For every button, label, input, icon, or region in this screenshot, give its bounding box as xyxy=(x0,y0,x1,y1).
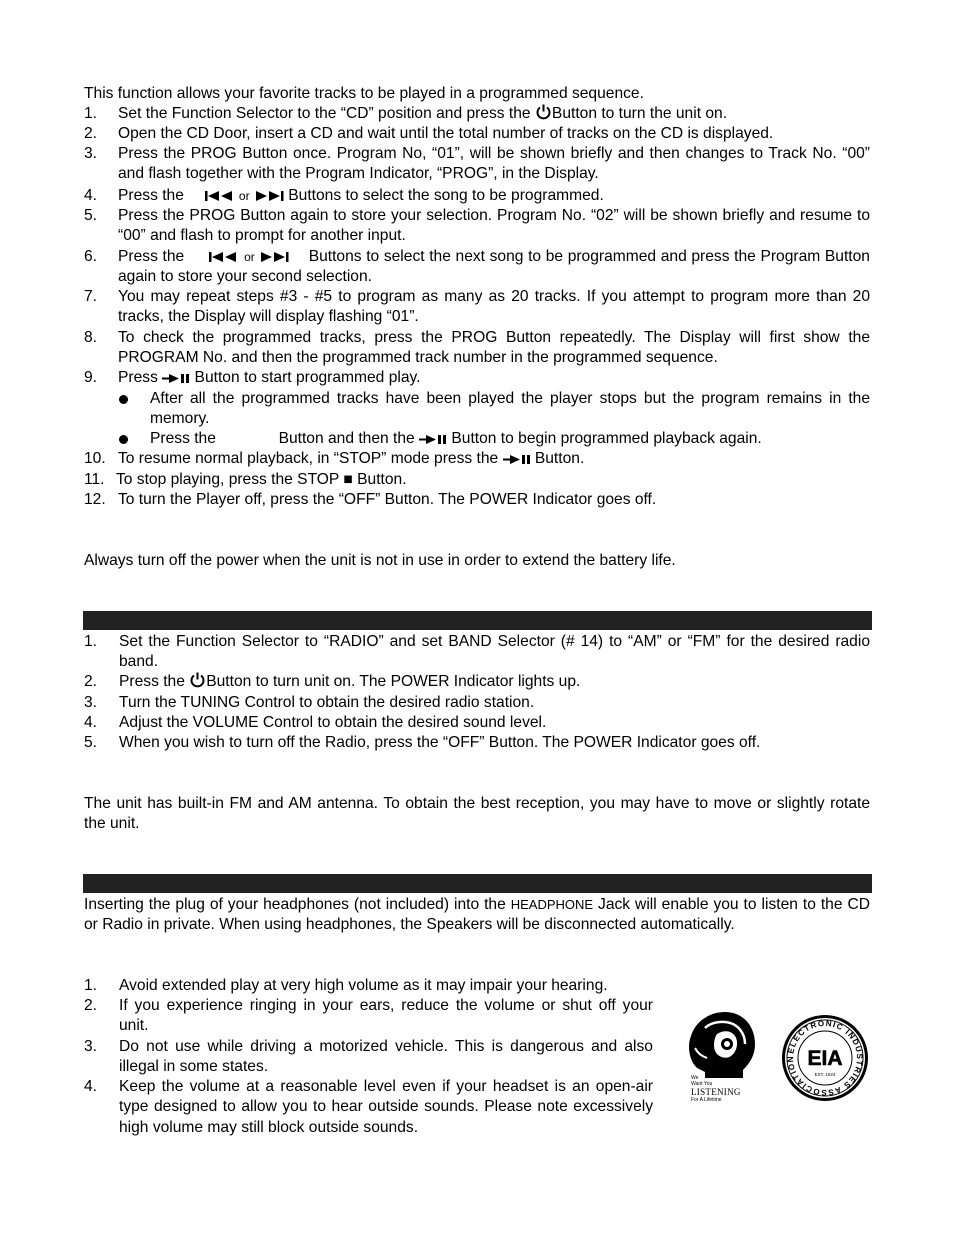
step-text: Press the xyxy=(119,673,190,690)
step-text: When you wish to turn off the Radio, press the “OFF” Button. The POWER Indicator goes off. xyxy=(119,734,761,751)
step-text: You may repeat steps #3 - #5 to program as many as 20 tracks. If you attempt to program more than 20 tracks, the Display will display flashing “01”. xyxy=(118,288,870,326)
bullet-text-end: Button to begin programmed playback again. xyxy=(451,430,762,447)
headphone-text: Inserting the plug of your headphones (not included) into the xyxy=(84,896,511,913)
bullet-text: Press the xyxy=(150,430,216,447)
step-text: Keep the volume at a reasonable level even if your headset is an open-air type designed to allow you to hear outside sounds. Please note excessively high volume may still block outside sounds. xyxy=(119,1078,653,1136)
step-text: Adjust the VOLUME Control to obtain the desired sound level. xyxy=(119,714,547,731)
skip-back-icon xyxy=(209,251,239,263)
antenna-note: The unit has built-in FM and AM antenna. To obtain the best reception, you may have to move or slightly rotate the unit. xyxy=(84,795,870,833)
listening-logo xyxy=(683,1008,761,1106)
step-text-end: Button to turn unit on. The POWER Indicator lights up. xyxy=(206,673,581,690)
step-text: Press the xyxy=(118,248,189,265)
step-text: Press the PROG Button once. Program No, “01”, will be shown briefly and then changes to Track No. “00” and flash together with the Program Indicator, “PROG”, in the Display. xyxy=(118,145,870,183)
skip-forward-icon xyxy=(259,251,289,263)
bullet-text-mid: Button and then the xyxy=(278,430,415,447)
logo-text-line: Want You xyxy=(691,1081,713,1087)
eia-seal-logo xyxy=(781,1014,869,1102)
power-icon xyxy=(189,672,206,688)
step-number: 4. xyxy=(84,1078,98,1095)
section-header-bar xyxy=(83,874,872,893)
step-text: Press the xyxy=(118,187,189,204)
bullet-dot xyxy=(119,435,128,444)
logo-text-line: For A Lifetime xyxy=(691,1097,722,1103)
eia-ring-text: ELECTRONIC INDUSTRIES ASSOCIATION xyxy=(785,1018,865,1098)
step-number: 3. xyxy=(84,694,98,711)
step-text: Press xyxy=(118,369,163,386)
step-text: Do not use while driving a motorized vehicle. This is dangerous and also illegal in some states. xyxy=(119,1038,653,1076)
step-number: 2. xyxy=(84,997,98,1014)
step-text-end: Button. xyxy=(534,450,585,467)
step-text: Avoid extended play at very high volume as it may impair your hearing. xyxy=(119,977,608,994)
step-text: Press the PROG Button again to store your selection. Program No. “02” will be shown briefly and resume to “00” and flash to prompt for another input. xyxy=(118,207,870,245)
program-intro: This function allows your favorite tracks to be played in a programmed sequence. xyxy=(84,85,644,102)
play-pause-icon xyxy=(162,373,190,384)
step-number: 11. xyxy=(84,471,105,488)
power-icon xyxy=(535,104,552,120)
step-text: Open the CD Door, insert a CD and wait until the total number of tracks on the CD is displayed. xyxy=(118,125,774,142)
step-text-end: Button to start programmed play. xyxy=(194,369,421,386)
headphone-jack-word: HEADPHONE xyxy=(510,897,594,912)
step-text: Turn the TUNING Control to obtain the desired radio station. xyxy=(119,694,535,711)
step-text: To resume normal playback, in “STOP” mode press the xyxy=(118,450,503,467)
bullet-dot xyxy=(119,395,128,404)
eia-center-text: EIA xyxy=(807,1047,843,1070)
step-text-end: Buttons to select the next song to be programmed and press the Program Button again to store your second selection. xyxy=(118,248,870,286)
logo-text-line: We xyxy=(691,1075,699,1081)
play-pause-icon xyxy=(503,454,531,465)
play-pause-icon xyxy=(419,434,447,445)
step-number: 1. xyxy=(84,977,98,994)
step-number: 10. xyxy=(84,450,106,467)
skip-back-icon xyxy=(205,190,235,202)
step-number: 3. xyxy=(84,145,98,162)
step-text: Set the Function Selector to the “CD” position and press the xyxy=(118,105,535,122)
eia-seal-icon xyxy=(781,1014,869,1102)
headphone-text-end: Jack will enable you to listen to the CD or Radio in private. When using headphones, the Speakers will be disconnected automatically. xyxy=(84,896,871,934)
step-number: 2. xyxy=(84,125,98,142)
step-number: 6. xyxy=(84,248,98,265)
or-label: or xyxy=(238,189,250,203)
step-text: To turn the Player off, press the “OFF” Button. The POWER Indicator goes off. xyxy=(118,491,657,508)
step-number: 3. xyxy=(84,1038,98,1055)
headphone-paragraph xyxy=(84,895,870,936)
battery-note: Always turn off the power when the unit is not in use in order to extend the battery life. xyxy=(84,552,676,569)
step-number: 12. xyxy=(84,491,106,508)
step-number: 4. xyxy=(84,187,98,204)
or-label: or xyxy=(244,250,255,264)
step-text: If you experience ringing in your ears, reduce the volume or shut off your unit. xyxy=(119,997,653,1035)
logo-text-line: LISTENING xyxy=(691,1087,741,1097)
skip-forward-icon xyxy=(254,190,284,202)
step-number: 5. xyxy=(84,734,98,751)
step-number: 1. xyxy=(84,633,98,650)
step-text: To stop playing, press the STOP ■ Button. xyxy=(116,471,407,488)
step-text: Set the Function Selector to “RADIO” and set BAND Selector (# 14) to “AM” or “FM” for the desired radio band. xyxy=(119,633,870,671)
step-number: 7. xyxy=(84,288,98,305)
step-number: 9. xyxy=(84,369,98,386)
eia-est-text: EST. 1924 xyxy=(814,1072,836,1077)
step-number: 1. xyxy=(84,105,98,122)
step-text-end: Button to turn the unit on. xyxy=(551,105,728,122)
step-number: 8. xyxy=(84,329,98,346)
step-number: 4. xyxy=(84,714,98,731)
section-header-bar xyxy=(83,611,872,630)
step-text-end: Buttons to select the song to be programmed. xyxy=(288,187,604,204)
bullet-text: After all the programmed tracks have been played the player stops but the program remains in the memory. xyxy=(150,390,870,428)
step-text: To check the programmed tracks, press the PROG Button repeatedly. The Display will first show the PROGRAM No. and then the programmed track number in the programmed sequence. xyxy=(118,329,870,367)
step-number: 5. xyxy=(84,207,98,224)
step-number: 2. xyxy=(84,673,98,690)
